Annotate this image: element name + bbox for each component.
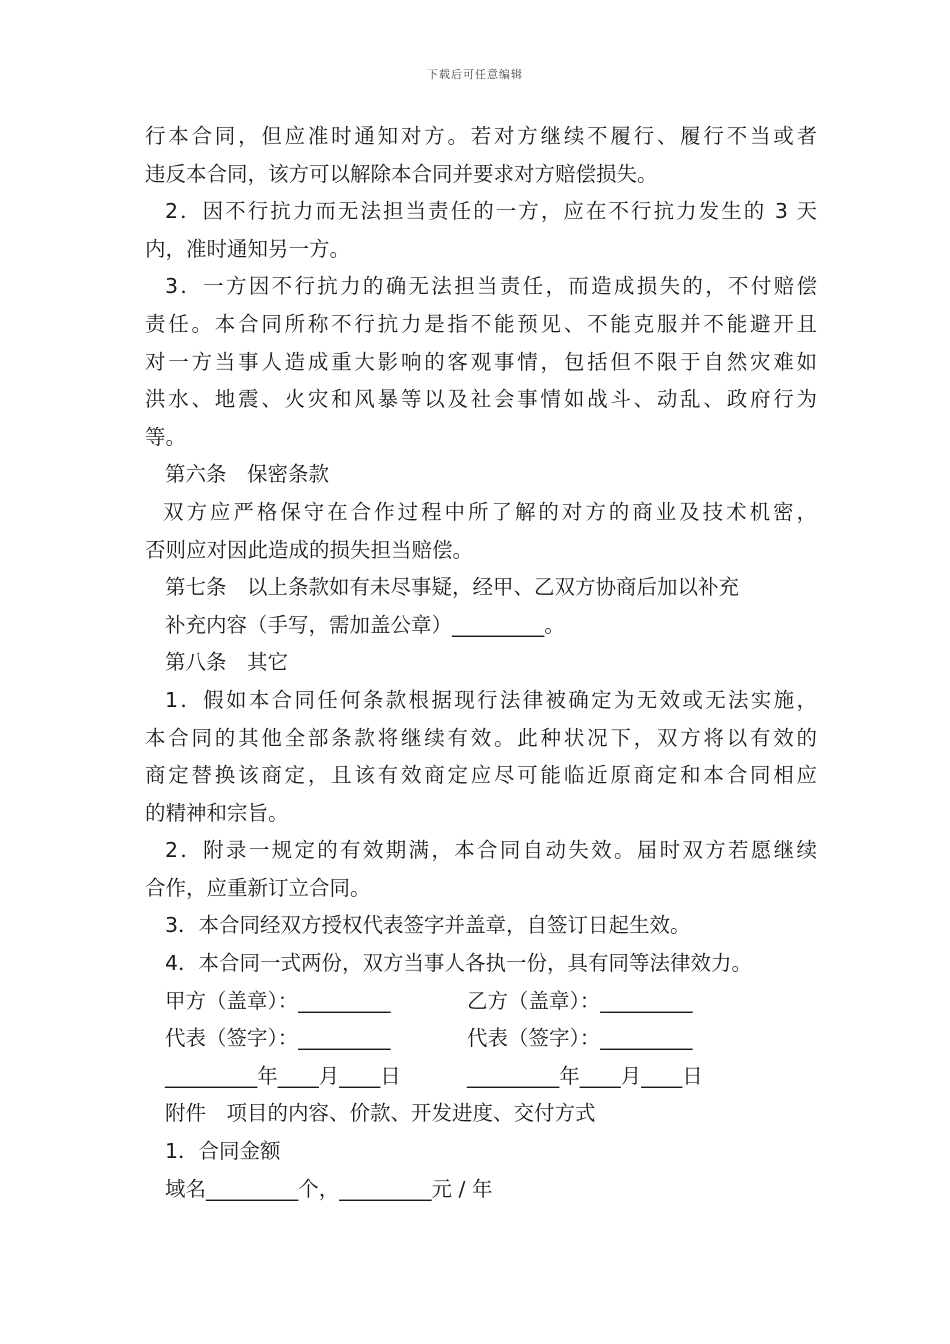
text-line: 第六条 保密条款 bbox=[165, 462, 329, 487]
text-line: 对一方当事人造成重大影响的客观事情，包括但不限于自然灾难如 bbox=[145, 349, 817, 374]
text-line: 责任。本合同所称不行抗力是指不能预见、不能克服并不能避开且 bbox=[145, 311, 817, 336]
text-line: 洪水、地震、火灾和风暴等以及社会事情如战斗、动乱、政府行为 bbox=[145, 387, 817, 412]
page-header-note: 下载后可任意编辑 bbox=[427, 68, 523, 81]
text-line: 2．因不行抗力而无法担当责任的一方，应在不行抗力发生的 3 天 bbox=[165, 199, 817, 224]
contract-body bbox=[145, 118, 817, 1208]
signature-row bbox=[145, 1020, 817, 1058]
signature-left: _________年____月____日 bbox=[165, 1063, 401, 1088]
text-line: 第八条 其它 bbox=[165, 650, 288, 675]
text-line: 第七条 以上条款如有未尽事疑，经甲、乙双方协商后加以补充 bbox=[165, 575, 739, 600]
text-line: 双方应严格保守在合作过程中所了解的对方的商业及技术机密， bbox=[163, 499, 817, 524]
signature-row bbox=[145, 1058, 817, 1096]
signature-right: 乙方（盖章）：_________ bbox=[467, 988, 693, 1013]
text-line: 2．附录一规定的有效期满，本合同自动失效。届时双方若愿继续 bbox=[165, 838, 817, 863]
text-line: 合作，应重新订立合同。 bbox=[145, 875, 371, 900]
annex-line: 1．合同金额 bbox=[165, 1139, 281, 1164]
text-line: 3．本合同经双方授权代表签字并盖章，自签订日起生效。 bbox=[165, 913, 691, 938]
text-line: 等。 bbox=[145, 424, 186, 449]
text-line: 内，准时通知另一方。 bbox=[145, 236, 350, 261]
text-line: 否则应对因此造成的损失担当赔偿。 bbox=[145, 537, 473, 562]
signature-right: 代表（签字）：_________ bbox=[467, 1026, 693, 1051]
text-line: 3．一方因不行抗力的确无法担当责任，而造成损失的，不付赔偿 bbox=[165, 274, 817, 299]
text-line: 行本合同，但应准时通知对方。若对方继续不履行、履行不当或者 bbox=[145, 124, 817, 148]
text-line: 违反本合同，该方可以解除本合同并要求对方赔偿损失。 bbox=[145, 161, 658, 186]
signature-row bbox=[145, 983, 817, 1021]
annex-line: 附件 项目的内容、价款、开发进度、交付方式 bbox=[165, 1101, 596, 1126]
text-line: 本合同的其他全部条款将继续有效。此种状况下，双方将以有效的 bbox=[145, 725, 817, 750]
text-line: 1．假如本合同任何条款根据现行法律被确定为无效或无法实施， bbox=[165, 687, 817, 712]
annex-line: 域名_________个，_________元 / 年 bbox=[165, 1176, 493, 1201]
text-line: 的精神和宗旨。 bbox=[145, 800, 289, 825]
signature-left: 代表（签字）：_________ bbox=[165, 1026, 391, 1051]
text-line: 补充内容（手写，需加盖公章）_________。 bbox=[165, 612, 565, 637]
text-line: 4．本合同一式两份，双方当事人各执一份，具有同等法律效力。 bbox=[165, 951, 753, 976]
text-line: 商定替换该商定，且该有效商定应尽可能临近原商定和本合同相应 bbox=[145, 763, 817, 788]
signature-left: 甲方（盖章）：_________ bbox=[165, 988, 391, 1013]
signature-right: _________年____月____日 bbox=[467, 1063, 703, 1088]
